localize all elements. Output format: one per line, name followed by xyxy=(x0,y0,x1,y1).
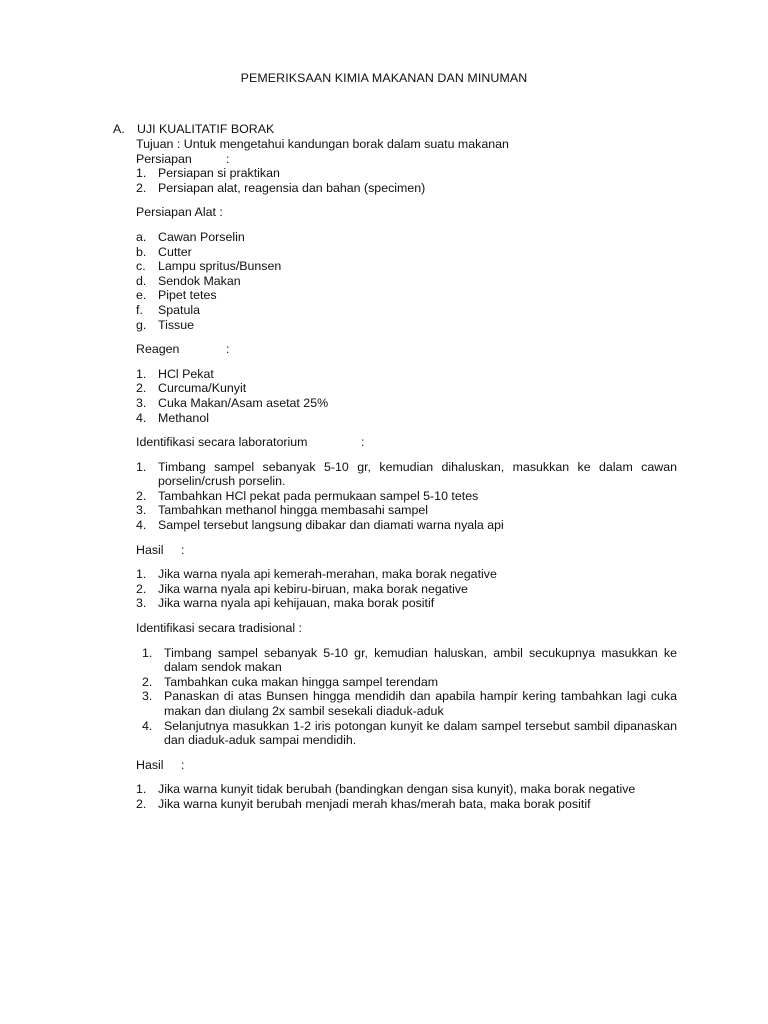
list-item-text: Panaskan di atas Bunsen hingga mendidih dan apabila hampir kering tambahkan lagi cuka makan dan diulang 2x sambil sesekali diaduk-aduk xyxy=(164,689,677,718)
list-item xyxy=(136,503,677,518)
lab-colon: : xyxy=(361,435,365,450)
reagen-label-text: Reagen xyxy=(136,342,180,357)
list-marker: 3. xyxy=(136,503,147,518)
list-item xyxy=(136,411,677,426)
list-marker: d. xyxy=(136,273,147,288)
list-marker: 2. xyxy=(136,796,147,811)
list-item-text: Lampu spritus/Bunsen xyxy=(158,259,282,274)
list-item-text: Cawan Porselin xyxy=(158,229,245,244)
trad-label: Identifikasi secara tradisional : xyxy=(136,621,302,636)
tujuan-line: Tujuan : Untuk mengetahui kandungan borak dalam suatu makanan xyxy=(136,137,509,151)
list-marker: 1. xyxy=(136,366,147,381)
list-marker: 1. xyxy=(136,782,147,797)
list-marker: f. xyxy=(136,302,143,317)
list-item-text: Jika warna nyala api kemerah-merahan, maka borak negative xyxy=(158,567,497,582)
list-marker: 4. xyxy=(136,410,147,425)
list-marker: b. xyxy=(136,244,147,259)
list-item-text: Jika warna nyala api kebiru-biruan, maka borak negative xyxy=(158,581,468,596)
list-item-text: Cutter xyxy=(158,244,192,259)
reagen-colon: : xyxy=(226,342,230,357)
hasil-list-1 xyxy=(136,567,677,611)
list-marker: 4. xyxy=(136,518,147,533)
list-item-text: Sampel tersebut langsung dibakar dan diamati warna nyala api xyxy=(158,518,504,533)
page-title: PEMERIKSAAN KIMIA MAKANAN DAN MINUMAN xyxy=(240,71,528,85)
list-marker: 2. xyxy=(136,581,147,596)
list-item xyxy=(136,582,677,597)
list-marker: 3. xyxy=(136,395,147,410)
list-item xyxy=(136,797,677,812)
list-item xyxy=(136,396,677,411)
hasil-list-2 xyxy=(136,782,677,811)
list-item-text: HCl Pekat xyxy=(158,366,214,381)
list-marker: e. xyxy=(136,288,147,303)
list-item xyxy=(142,675,677,690)
trad-list xyxy=(142,646,677,748)
list-item-text: Selanjutnya masukkan 1-2 iris potongan kunyit ke dalam sampel tersebut sambil dipanaskan dan diaduk-aduk sampai mendidih. xyxy=(164,718,677,748)
list-marker: g. xyxy=(136,317,147,332)
list-item xyxy=(136,318,677,333)
list-item xyxy=(142,646,677,675)
list-marker: a. xyxy=(136,229,147,244)
list-item xyxy=(136,181,677,196)
list-item xyxy=(136,367,677,382)
list-item xyxy=(136,518,677,533)
list-marker: 4. xyxy=(142,718,153,733)
list-item-text: Timbang sampel sebanyak 5-10 gr, kemudian dihaluskan, masukkan ke dalam cawan porselin/crush porselin. xyxy=(158,459,677,489)
list-marker: 3. xyxy=(142,689,153,704)
list-item-text: Tambahkan cuka makan hingga sampel terendam xyxy=(164,674,439,689)
list-marker: 1. xyxy=(136,166,147,181)
list-item-text: Persiapan alat, reagensia dan bahan (specimen) xyxy=(158,180,426,195)
list-item xyxy=(136,782,677,797)
hasil-label-2-text: Hasil xyxy=(136,757,164,772)
list-item xyxy=(136,489,677,504)
list-marker: 2. xyxy=(136,488,147,503)
lab-label xyxy=(136,435,677,450)
list-item-text: Timbang sampel sebanyak 5-10 gr, kemudian haluskan, ambil secukupnya masukkan ke dalam sendok makan xyxy=(164,645,677,675)
list-marker: 3. xyxy=(136,596,147,611)
alat-list xyxy=(136,230,677,332)
list-item-text: Jika warna kunyit tidak berubah (bandingkan dengan sisa kunyit), maka borak negative xyxy=(158,782,636,797)
lab-label-text: Identifikasi secara laboratorium xyxy=(136,435,308,450)
persiapan-colon: : xyxy=(226,151,230,166)
persiapan-list xyxy=(136,166,677,195)
list-marker: 2. xyxy=(142,674,153,689)
list-item xyxy=(136,259,677,274)
list-item-text: Persiapan si praktikan xyxy=(158,166,280,181)
hasil-colon-2: : xyxy=(181,757,185,772)
list-marker: 1. xyxy=(142,645,153,660)
list-item xyxy=(136,288,677,303)
persiapan-label xyxy=(136,152,677,167)
persiapan-label-text: Persiapan xyxy=(136,151,192,166)
list-item-text: Pipet tetes xyxy=(158,288,217,303)
reagen-label xyxy=(136,342,677,357)
hasil-label-1-text: Hasil xyxy=(136,542,164,557)
list-item xyxy=(136,381,677,396)
list-item xyxy=(136,303,677,318)
list-marker: 2. xyxy=(136,180,147,195)
list-item-text: Tambahkan HCl pekat pada permukaan sampel 5-10 tetes xyxy=(158,488,479,503)
reagen-list xyxy=(136,367,677,425)
list-item-text: Sendok Makan xyxy=(158,273,241,288)
hasil-colon-1: : xyxy=(181,542,185,557)
list-item-text: Jika warna kunyit berubah menjadi merah khas/merah bata, maka borak positif xyxy=(158,796,591,811)
list-item xyxy=(136,274,677,289)
list-item-text: Curcuma/Kunyit xyxy=(158,381,247,396)
list-item-text: Spatula xyxy=(158,302,201,317)
list-item xyxy=(136,166,677,181)
list-marker: 1. xyxy=(136,459,147,474)
list-item-text: Tissue xyxy=(158,317,195,332)
list-marker: 2. xyxy=(136,381,147,396)
list-item-text: Tambahkan methanol hingga membasahi sampel xyxy=(158,503,428,518)
list-item xyxy=(136,245,677,260)
list-item xyxy=(136,460,677,489)
section-letter: A. xyxy=(113,122,125,136)
section-heading xyxy=(113,122,274,137)
list-item-text: Cuka Makan/Asam asetat 25% xyxy=(158,395,329,410)
list-item-text: Methanol xyxy=(158,410,209,425)
list-item-text: Jika warna nyala api kehijauan, maka borak positif xyxy=(158,596,435,611)
section-heading-text: UJI KUALITATIF BORAK xyxy=(137,122,275,136)
hasil-label-2 xyxy=(136,758,677,773)
list-item xyxy=(136,596,677,611)
list-item xyxy=(142,689,677,718)
list-item xyxy=(136,567,677,582)
list-item xyxy=(136,230,677,245)
list-marker: 1. xyxy=(136,567,147,582)
list-item xyxy=(142,719,677,748)
section-content xyxy=(136,137,677,812)
lab-list xyxy=(136,460,677,533)
list-marker: c. xyxy=(136,259,146,274)
hasil-label-1 xyxy=(136,543,677,558)
alat-label: Persiapan Alat : xyxy=(136,205,223,220)
